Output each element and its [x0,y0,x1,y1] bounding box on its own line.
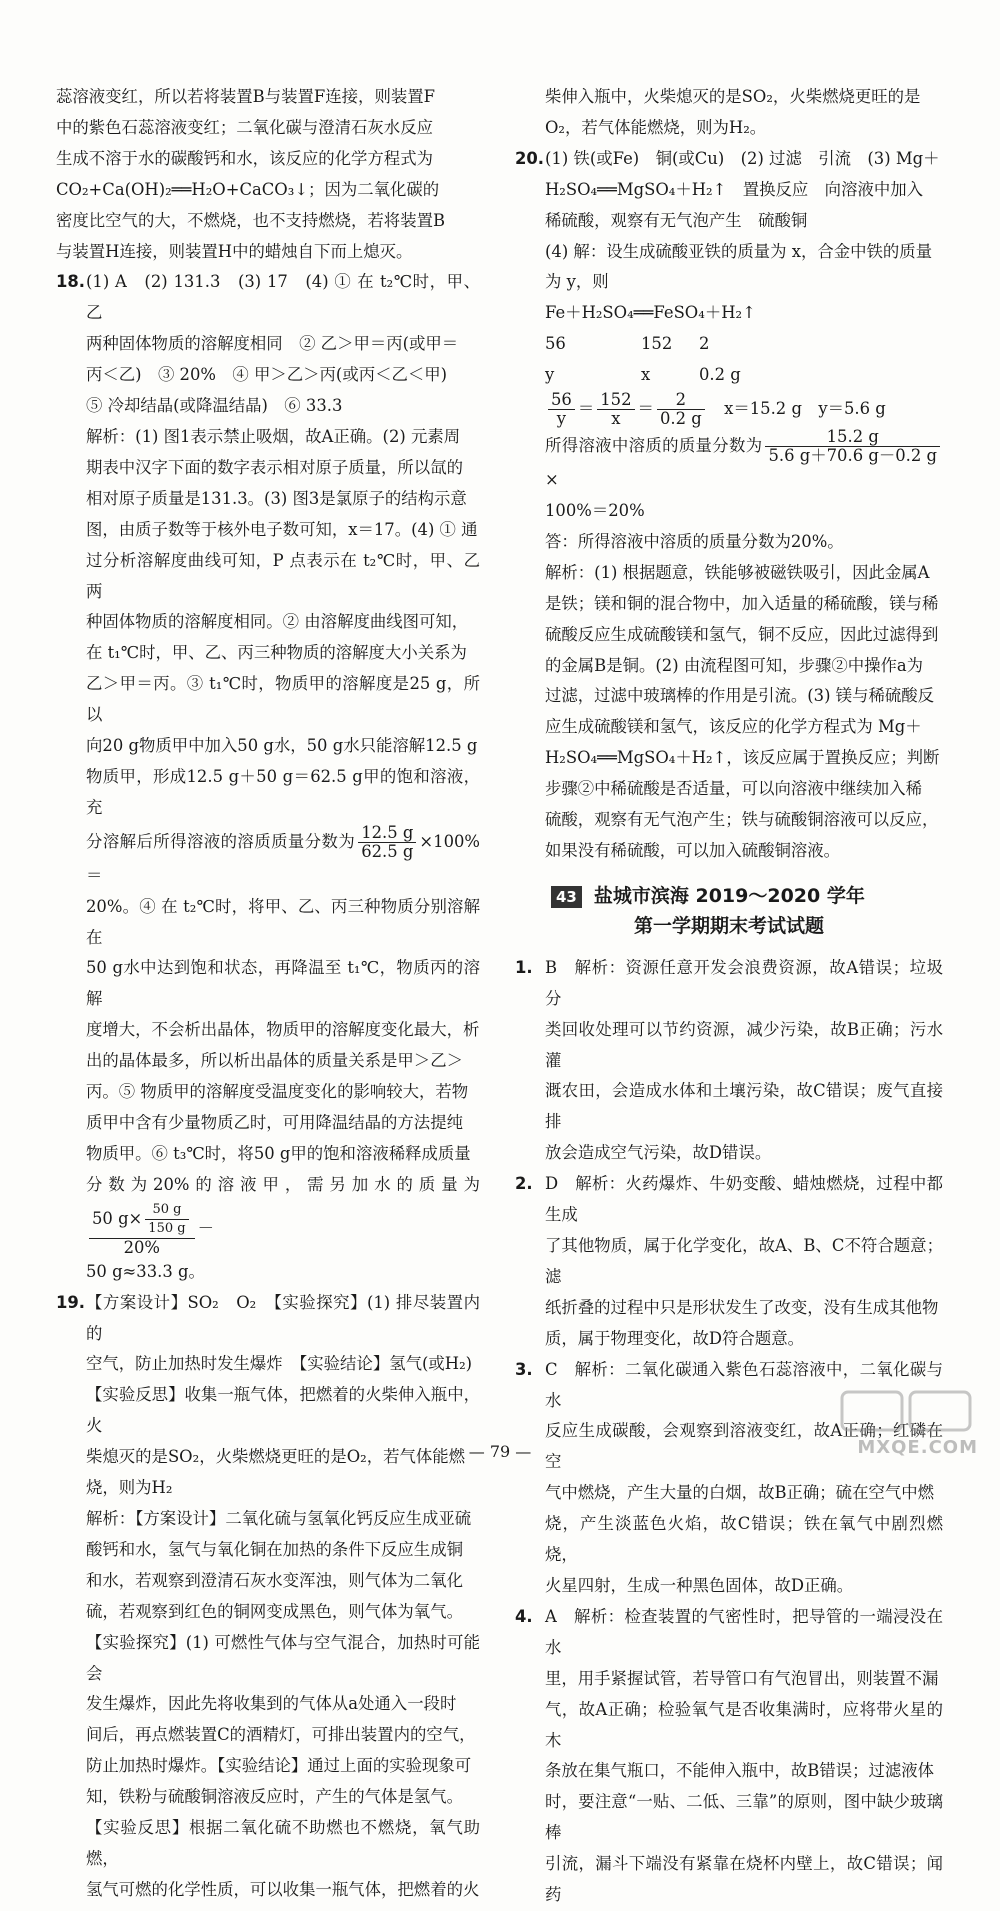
fraction-suffix: × [545,470,559,490]
question-text-line: A 解析：检查装置的气密性时，把导管的一端浸没在水 [545,1606,943,1657]
question-number: 3. [515,1359,533,1379]
fraction-numerator: 2 [657,391,705,410]
ratio-result: x＝15.2 g y＝5.6 g [724,399,886,419]
question-19 [56,1288,480,1906]
question-text-line: 类回收处理可以节约资源，减少污染，故B正确；污水灌 [545,1019,943,1070]
var-x: x [641,365,651,385]
section-number-badge: 43 [551,886,582,908]
fraction-denominator: 62.5 g [361,841,414,861]
analysis-line: 50 g≈33.3 g。 [86,1261,205,1281]
fraction-line [86,824,480,892]
answer-line: H₂SO₄══MgSO₄＋H₂↑ 置换反应 向溶液中加入 [545,179,924,199]
text-line: 蕊溶液变红，所以若将装置B与装置F连接，则装置F [56,87,435,106]
answer-statement: 答：所得溶液中溶质的质量分数为20%。 [545,531,844,551]
question-text-line: 引流，漏斗下端没有紧靠在烧杯内壁上，故C错误；闻药 [545,1854,943,1905]
analysis-line: 氢气可燃的化学性质，可以收集一瓶气体，把燃着的火 [86,1879,480,1899]
fraction-numerator: 56 [548,391,575,410]
text-line: CO₂+Ca(OH)₂══H₂O+CaCO₃↓；因为二氧化碳的 [56,179,440,199]
answer-line: 空气，防止加热时发生爆炸 【实验结论】氢气(或H₂) [86,1354,473,1374]
answer-line: 柴熄灭的是SO₂，火柴燃烧更旺的是O₂，若气体能燃 [86,1447,466,1467]
question-number: 2. [515,1174,533,1194]
analysis-line: 是铁；镁和铜的混合物中，加入适量的稀硫酸，镁与稀 [545,593,939,613]
analysis-line: 物质甲。⑥ t₃℃时，将50 g甲的饱和溶液稀释成质量 [86,1143,471,1163]
section-title-line-1: 盐城市滨海 2019～2020 学年 [593,884,865,907]
inner-denominator: 150 g [148,1220,186,1236]
answer-line: 稀硫酸，观察有无气泡产生 硫酸铜 [545,210,808,230]
text-line: 生成不溶于水的碳酸钙和水，该反应的化学方程式为 [56,148,433,168]
analysis-line: 质甲中含有少量物质乙时，可用降温结晶的方法提纯 [86,1113,463,1132]
fraction-prefix: 分溶解后所得溶液的溶质质量分数为 [86,831,356,851]
answer-line: 【方案设计】SO₂ O₂ 【实验探究】(1) 排尽装置内的 [86,1292,480,1343]
result-line: 100%＝20% [545,500,645,520]
text-line: O₂，若气体能燃烧，则为H₂。 [545,117,767,137]
q17-continuation [56,82,480,267]
analysis-line: 和水，若观察到澄清石灰水变浑浊，则气体为二氧化 [86,1570,463,1590]
analysis-line: 硫，若观察到红色的铜网变成黑色，则气体为氧气。 [86,1601,463,1621]
question-text-line: 条放在集气瓶口，不能伸入瓶中，故B错误；过滤液体 [545,1761,935,1781]
right-column [515,82,943,1911]
fraction-prefix: 所得溶液中溶质的质量分数为 [545,436,763,456]
answer-line: 丙＜乙) ③ 20% ④ 甲＞乙＞丙(或丙＜乙＜甲) [86,365,448,385]
analysis-line: 【实验探究】(1) 可燃性气体与空气混合，加热时可能会 [86,1632,480,1683]
question-number: 18. [56,272,86,292]
analysis-line: 步骤②中稀硫酸是否适量，可以向溶液中继续加入稀 [545,779,922,799]
analysis-line: 20%。④ 在 t₂℃时，将甲、乙、丙三种物质分别溶解在 [86,896,480,947]
analysis-line: 【实验反思】根据二氧化硫不助燃也不燃烧，氧气助燃， [86,1818,480,1868]
fraction-prefix: 分数为20%的溶液甲，需另加水的质量为 [86,1174,480,1194]
compound-fraction-line [86,1170,480,1257]
analysis-line: 如果没有稀硫酸，可以加入硫酸铜溶液。 [545,840,841,860]
analysis-line: 丙。⑤ 物质甲的溶解度受温度变化的影响较大，若物 [86,1082,469,1102]
question-number: 19. [56,1292,86,1312]
analysis-line: 应生成硫酸镁和氢气，该反应的化学方程式为 Mg＋ [545,717,922,737]
question-text-line: 里，用手紧握试管，若导管口有气泡冒出，则装置不漏 [545,1668,939,1688]
fraction-suffix: ×100%＝ [86,831,480,885]
inner-numerator: 50 g [145,1201,188,1220]
question-text-line: 气，故A正确；检验氧气是否收集满时，应将带火星的木 [545,1699,943,1750]
analysis-line: 硫酸，观察有无气泡产生；铁与硫酸铜溶液可以反应， [545,810,939,830]
question-item [515,953,943,1169]
question-text-line: 烧，产生淡蓝色火焰，故C错误；铁在氧气中剧烈燃烧， [545,1514,943,1565]
inner-fraction [145,1201,188,1238]
question-text-line: 溉农田，会造成水体和土壤污染，故C错误；废气直接排 [545,1081,943,1132]
analysis-line: H₂SO₄══MgSO₄＋H₂↑，该反应属于置换反应；判断 [545,748,940,768]
compound-fraction [89,1201,195,1257]
fraction [358,824,416,861]
fraction-numerator: 15.2 g [765,428,940,447]
question-text-line: B 解析：资源任意开发会浪费资源，故A错误；垃圾分 [545,957,943,1008]
question-18 [56,267,480,1287]
text-line: 中的紫色石蕊溶液变红；二氧化碳与澄清石灰水反应 [56,117,433,137]
analysis-line: 种固体物质的溶解度相同。② 由溶解度曲线图可知， [86,612,469,632]
analysis-line: 酸钙和水，氢气与氧化铜在加热的条件下反应生成铜 [86,1539,463,1559]
question-item [515,1169,943,1354]
analysis-line: 期表中汉字下面的数字表示相对原子质量，所以氙的 [86,457,463,477]
answer-line: (1) 铁(或Fe) 铜(或Cu) (2) 过滤 引流 (3) Mg＋ [545,148,940,168]
analysis-line: 知，铁粉与硫酸铜溶液反应时，产生的气体是氢气。 [86,1787,463,1807]
analysis-line: 度增大，不会析出晶体，物质甲的溶解度变化最大，析 [86,1020,480,1040]
fraction-numerator [89,1201,195,1239]
mass-fraction [765,428,940,465]
analysis-line: 硫酸反应生成硫酸镁和氢气，铜不反应，因此过滤得到 [545,624,939,644]
question-item [515,1602,943,1911]
analysis-line: 在 t₁℃时，甲、乙、丙三种物质的溶解度大小关系为 [86,643,467,663]
analysis-line: 相对原子质量是131.3。(3) 图3是氯原子的结构示意 [86,488,467,508]
question-text-line: 纸折叠的过程中只是形状发生了改变，没有生成其他物 [545,1297,939,1317]
section-heading [515,881,943,941]
fraction-denominator: 5.6 g＋70.6 g－0.2 g [768,446,937,466]
fraction-suffix: － [197,1218,214,1238]
text-line: 与装置H连接，则装置H中的蜡烛自下而上熄灭。 [56,241,413,261]
mass-row [545,329,943,360]
question-text-line: 质，属于物理变化，故D符合题意。 [545,1328,804,1348]
answer-line: 两种固体物质的溶解度相同 ② 乙＞甲＝丙(或甲＝ [86,334,459,354]
numerator-text: 50 g× [92,1208,143,1228]
var-h2: 0.2 g [699,365,741,385]
mass-h2: 2 [699,334,710,354]
fraction-denominator: 0.2 g [659,409,702,429]
question-number: 4. [515,1606,533,1626]
ratio-line: $\frac{56}{y}$ ＝ $\frac{152}{x}$ ＝ $\frac{2}{0.2 g}$ x＝15.2 g y＝5.6 g [545,391,943,428]
answer-line: ⑤ 冷却结晶(或降温结晶) ⑥ 33.3 [86,396,343,416]
analysis-line: 过滤，过滤中玻璃棒的作用是引流。(3) 镁与稀硫酸反 [545,686,935,706]
watermark-logo [832,1386,982,1462]
q19-continuation [515,82,943,144]
text-line: 密度比空气的大，不燃烧，也不支持燃烧，若将装置B [56,210,446,230]
question-number: 1. [515,957,533,977]
question-text-line: 反应生成碳酸，会观察到溶液变红，故A正确；红磷在空 [545,1421,943,1472]
chemical-equation: Fe＋H₂SO₄══FeSO₄＋H₂↑ [545,303,756,323]
ratio-fraction [657,391,705,428]
fraction-denominator: x [611,409,621,429]
left-column [56,82,480,1906]
analysis-line: 的金属B是铜。(2) 由流程图可知，步骤②中操作a为 [545,655,924,675]
question-number: 20. [515,148,545,168]
page-number: — 79 — [468,1442,532,1461]
ratio-fraction [597,391,634,428]
question-text-line: 放会造成空气污染，故D错误。 [545,1143,772,1163]
fraction-denominator: y [556,409,567,429]
analysis-line: 向20 g物质甲中加入50 g水，50 g水只能溶解12.5 g [86,736,478,756]
text-line: 柴伸入瓶中，火柴熄灭的是SO₂，火柴燃烧更旺的是 [545,87,921,106]
analysis-line: 50 g水中达到饱和状态，再降温至 t₁℃，物质丙的溶解 [86,958,480,1009]
answer-line: 为 y，则 [545,272,609,292]
analysis-line: 间后，再点燃装置C的酒精灯，可排出装置内的空气， [86,1725,476,1745]
var-y: y [545,365,555,385]
mass-feso4: 152 [641,334,673,354]
answer-line: 【实验反思】收集一瓶气体，把燃着的火柴伸入瓶中，火 [86,1385,480,1436]
mass-fe: 56 [545,334,566,354]
answer-line: 烧，则为H₂ [86,1478,173,1498]
answer-line: (1) A (2) 131.3 (3) 17 (4) ① 在 t₂℃时，甲、乙 [86,272,480,323]
question-20 [515,144,943,867]
analysis-line: 出的晶体最多，所以析出晶体的质量关系是甲＞乙＞ [86,1051,463,1071]
analysis-line: 解析：【方案设计】二氧化硫与氢氧化钙反应生成亚硫 [86,1508,472,1528]
analysis-line: 防止加热时爆炸。【实验结论】通过上面的实验现象可 [86,1756,472,1776]
question-text-line: 时，要注意“一贴、二低、三靠”的原则，图中缺少玻璃棒 [545,1792,943,1843]
analysis-line: 物质甲，形成12.5 g＋50 g＝62.5 g甲的饱和溶液，充 [86,766,480,817]
analysis-line: 解析：(1) 根据题意，铁能够被磁铁吸引，因此金属A [545,562,930,582]
watermark-text: MXQE.COM [857,1437,978,1458]
mass-fraction-line [545,428,943,496]
answer-line: (4) 解：设生成硫酸亚铁的质量为 x，合金中铁的质量 [545,241,933,261]
variable-row [545,360,943,391]
question-text-line: C 解析：二氧化碳通入紫色石蕊溶液中，二氧化碳与水 [545,1359,943,1410]
fraction-denominator: 20% [123,1237,160,1257]
analysis-line: 乙＞甲＝丙。③ t₁℃时，物质甲的溶解度是25 g，所以 [86,674,480,725]
question-text-line: 气中燃烧，产生大量的白烟，故B正确；硫在空气中燃 [545,1483,935,1503]
analysis-line: 过分析溶解度曲线可知，P 点表示在 t₂℃时，甲、乙两 [86,550,480,601]
analysis-line: 发生爆炸，因此先将收集到的气体从a处通入一段时 [86,1694,457,1714]
fraction-numerator: 12.5 g [358,824,416,843]
section-title-line-2: 第一学期期末考试试题 [633,914,824,937]
question-text-line: 火星四射，生成一种黑色固体，故D正确。 [545,1575,854,1595]
analysis-line: 解析：(1) 图1表示禁止吸烟，故A正确。(2) 元素周 [86,426,461,446]
question-text-line: D 解析：火药爆炸、牛奶变酸、蜡烛燃烧，过程中都生成 [545,1174,943,1225]
ratio-fraction [548,391,575,428]
question-text-line: 了其他物质，属于化学变化，故A、B、C不符合题意；滤 [545,1236,943,1286]
analysis-line: 图，由质子数等于核外电子数可知，x＝17。(4) ① 通 [86,519,478,539]
section-title-row-1 [515,881,943,911]
fraction-numerator: 152 [597,391,634,410]
